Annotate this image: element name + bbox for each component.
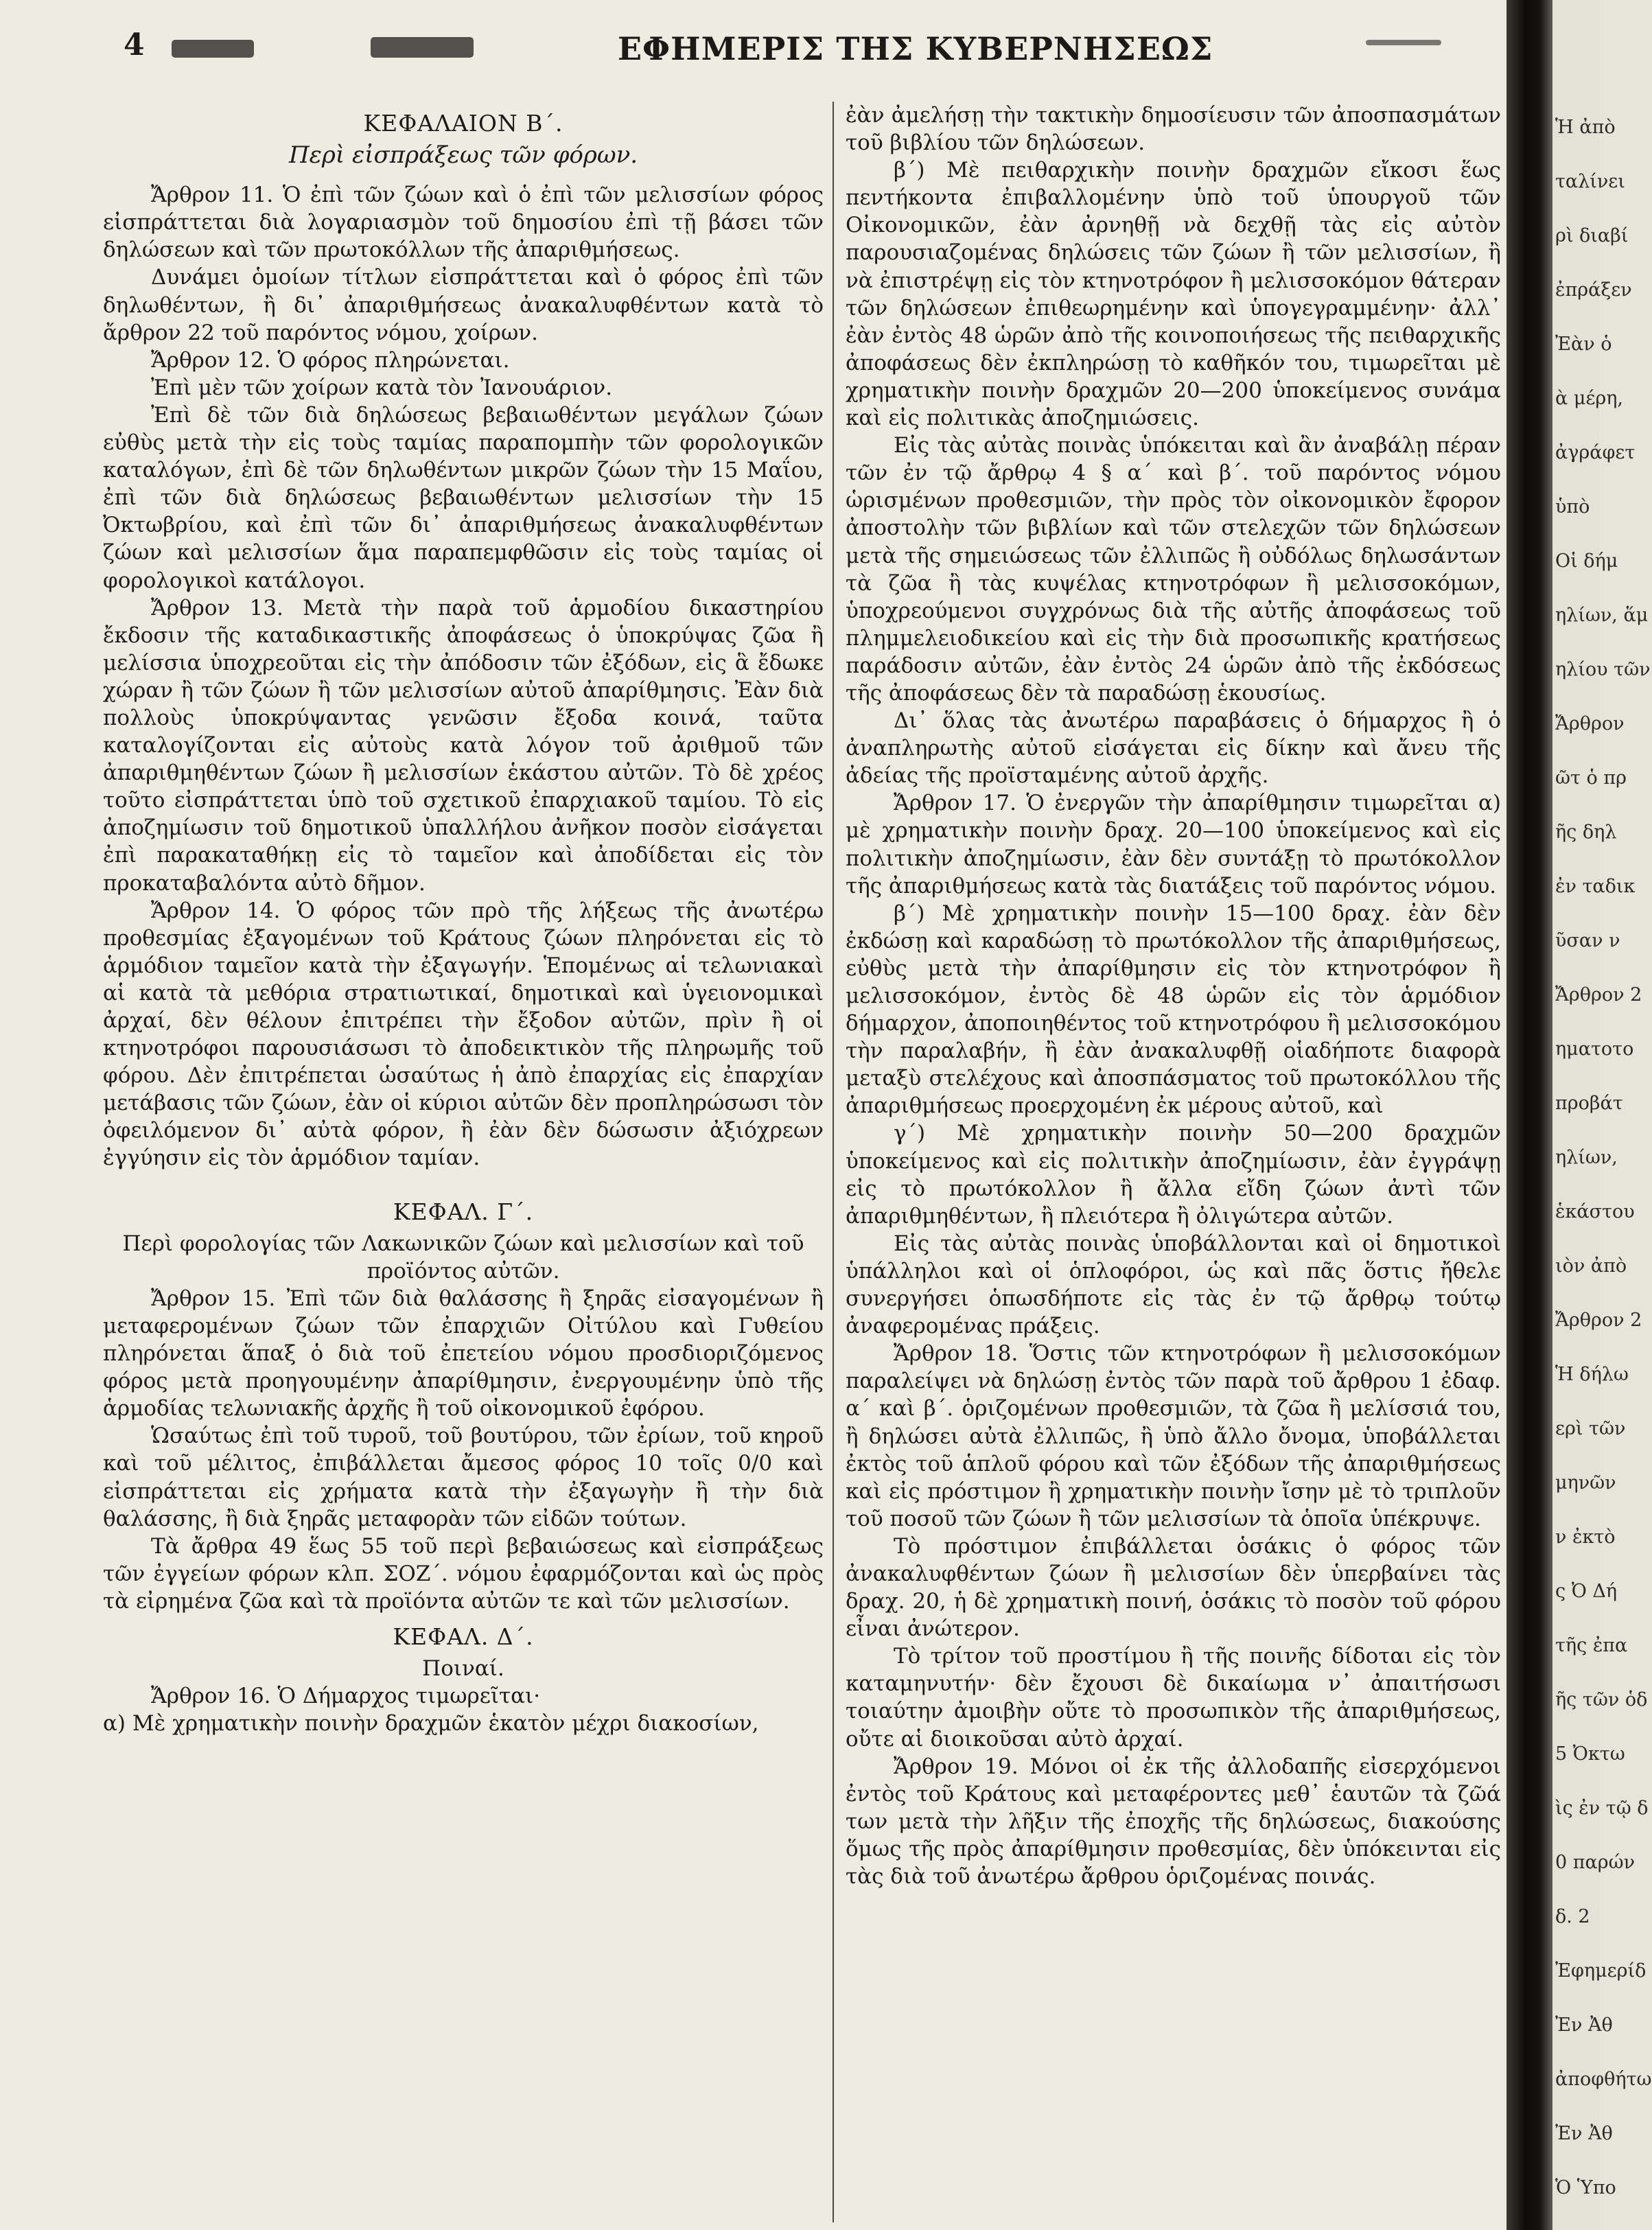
page-header — [103, 21, 1503, 82]
adjacent-page-fragment: ιὸν ἀπὸ — [1555, 1255, 1627, 1277]
page-number: 4 — [124, 27, 145, 62]
article-12-paragraph: Ἐπὶ δὲ τῶν διὰ δηλώσεως βεβαιωθέντων μεγάλων ζώων εὐθὺς μετὰ τὴν εἰς τοὺς ταμίας παραπομπὴν τῶν φορολογικῶν καταλόγων, ἐπὶ δὲ τῶν δηλωθέντων μικρῶν ζώων τὴν 15 Μαΐου, ἐπὶ τῶν διὰ δηλώσεως βεβαιωθέντων μελισσίων τὴν 15 Ὀκτωβρίου, καὶ ἐπὶ τῶν δι᾽ ἀπαριθμήσεως ἀνακαλυφθέντων ζώων καὶ μελισσίων ἅμα παραπεμφθῶσιν εἰς τοὺς ταμίας οἱ φορολογικοὶ κατάλογοι. — [103, 402, 824, 593]
adjacent-page-fragment: ῆς τῶν ὁδ — [1555, 1689, 1648, 1710]
chapter-g-heading: ΚΕΦΑΛ. Γ΄. — [393, 1198, 534, 1225]
adjacent-page-fragment: Ἄρθρον — [1555, 713, 1625, 734]
adjacent-page-fragment: ηλίου τῶν — [1555, 659, 1651, 680]
chapter-d-heading: ΚΕΦΑΛ. Δ΄. — [393, 1623, 534, 1650]
adjacent-page-fragment: ἑκάστου — [1555, 1201, 1635, 1222]
chapter-b-subtitle: Περὶ εἰσπράξεως τῶν φόρων. — [288, 141, 638, 170]
adjacent-page-fragment: Ἄρθρον 2 — [1555, 1310, 1642, 1331]
article-16-paragraph: Ἄρθρον 16. Ὁ Δήμαρχος τιμωρεῖται· — [151, 1684, 541, 1709]
print-smudge — [1366, 40, 1441, 45]
print-smudge — [172, 40, 254, 58]
article-17-item-b: β΄) Μὲ χρηματικὴν ποινὴν 15—100 δραχ. ἐὰν δὲν ἐκδώσῃ καὶ καραδώσῃ τὸ πρωτόκολλον τῆς ἀπαριθμήσεως, εὐθὺς μετὰ τὴν ἀπαρίθμησιν εἰς τὸν κτηνοτρόφον ἢ μελισσοκόμον, ἐντὸς δὲ 48 ὡρῶν εἰς τὸν ἁρμόδιον δήμαρχον, ἀποποιηθέντος τοῦ κτηνοτρόφου ἢ μελισσοκόμου τὴν παραλαβήν, ἢ ἐὰν ἀνακαλυφθῇ οἱαδήποτε διαφορὰ μεταξὺ στελέχους καὶ ἀποσπάσματος τοῦ πρωτοκόλλου τῆς ἀπαριθμήσεως προερχομένη ἐκ μέρους αὐτοῦ, καὶ — [846, 901, 1501, 1119]
adjacent-page-fragment: Ἄρθρον 2 — [1555, 984, 1642, 1006]
article-16-continuation: ἐὰν ἀμελήσῃ τὴν τακτικὴν δημοσίευσιν τῶν ἀποσπασμάτων τοῦ βιβλίου τῶν δηλώσεων. — [846, 103, 1501, 156]
adjacent-page-fragment: ἐν ταδικ — [1555, 876, 1636, 897]
article-16-item-b: β΄) Μὲ πειθαρχικὴν ποινὴν δραχμῶν εἴκοσι ἕως πεντήκοντα ἐπιβαλλομένην ὑπὸ τοῦ ὑπουργοῦ τῶν Οἰκονομικῶν, ἐὰν ἀρνηθῇ νὰ δεχθῇ τὰς εἰς αὐτὸν παρουσιαζομένας δηλώσεις τῶν ζώων ἢ τῶν μελισσίων, ἢ νὰ ἐπιστρέψῃ εἰς τὸν κτηνοτρόφον ἢ μελισσοκόμον θάτεραν τῶν δηλώσεων ἐπιθεωρημένην καὶ ὑπογεγραμμένην· ἀλλ᾽ ἐὰν ἐντὸς 48 ὡρῶν ἀπὸ τῆς κοινοποιήσεως τῆς πειθαρχικῆς ἀποφάσεως δὲν ἐκπληρώσῃ τὸ καθῆκόν του, τιμωρεῖται μὲ χρηματικὴν ποινὴν δραχμῶν 20—200 ὑποκείμενος συνάμα καὶ εἰς πολιτικὰς ἀποζημιώσεις. — [846, 158, 1501, 431]
adjacent-page-fragment: ῶτ ὁ πρ — [1555, 767, 1627, 789]
adjacent-page-fragment: ερὶ τῶν — [1555, 1418, 1626, 1439]
article-11-paragraph: Ἄρθρον 11. Ὁ ἐπὶ τῶν ζώων καὶ ὁ ἐπὶ τῶν μελισσίων φόρος εἰσπράττεται διὰ λογαριασμὸν τοῦ δημοσίου ἐπὶ τῇ βάσει τῶν δηλώσεων καὶ τῶν πρωτοκόλλων τῆς ἀπαριθμήσεως. — [103, 183, 824, 263]
adjacent-page-fragment: δ. 2 — [1555, 1906, 1590, 1927]
article-17-item-g: γ΄) Μὲ χρηματικὴν ποινὴν 50—200 δραχμῶν ὑποκείμενος καὶ εἰς πολιτικὴν ἀποζημίωσιν, ἐὰν ἐγγράψῃ εἰς τὸ πρωτόκολλον ἢ ἄλλα εἴδη ζώων ἀντὶ τῶν ἀπαριθμηθέντων, ἢ πλειότερα ἢ ὀλιγώτερα αὐτῶν. — [846, 1121, 1501, 1229]
adjacent-page-fragment: μηνῶν — [1555, 1472, 1616, 1494]
article-18-paragraph: Ἄρθρον 18. Ὅστις τῶν κτηνοτρόφων ἢ μελισσοκόμων παραλείψει νὰ δηλώσῃ ἐντὸς τῶν παρὰ τοῦ ἄρθρου 1 ἐδαφ. α΄ καὶ β΄. ὁριζομένων προθεσμιῶν, τὰ ζῶα ἢ μελίσσιά του, ἢ δηλώσει αὐτὰ ἐλλιπῶς, ἢ ὑπὸ ἄλλο ὄνομα, ὑποβάλλεται ἐκτὸς τοῦ ἁπλοῦ φόρου καὶ τῶν ἐξόδων τῆς ἀπαριθμήσεως καὶ εἰς πρόστιμον ἢ χρηματικὴν ποινὴν ἴσην μὲ τὸ τριπλοῦν τοῦ ποσοῦ τῶν ζώων ἢ τῶν μελισσίων τὰ ὁποῖα ὑπέκρυψε. — [846, 1341, 1501, 1531]
adjacent-page-fragment: Ὁ Ὑπο — [1555, 2177, 1616, 2198]
article-16-item-a: α) Μὲ χρηματικὴν ποινὴν δραχμῶν ἑκατὸν μέχρι διακοσίων, — [103, 1711, 759, 1737]
adjacent-page-fragment: ηλίων, — [1555, 1147, 1618, 1168]
article-15-paragraph: Ὡσαύτως ἐπὶ τοῦ τυροῦ, τοῦ βουτύρου, τῶν ἐρίων, τοῦ κηροῦ καὶ τοῦ μέλιτος, ἐπιβάλλεται ἄμεσος φόρος 10 τοῖς 0/0 καὶ εἰσπράττεται εἰς χρήματα κατὰ τὴν ἐξαγωγὴν ἢ τὴν διὰ θαλάσσης, ἢ διὰ ξηρᾶς μεταφορὰν τῶν εἰδῶν τούτων. — [103, 1424, 824, 1531]
chapter-g-subtitle: Περὶ φορολογίας τῶν Λακωνικῶν ζώων καὶ μελισσίων καὶ τοῦ προϊόντος αὐτῶν. — [122, 1231, 804, 1284]
article-12-paragraph: Ἄρθρον 12. Ὁ φόρος πληρώνεται. — [151, 347, 510, 373]
article-11-paragraph: Δυνάμει ὁμοίων τίτλων εἰσπράττεται καὶ ὁ φόρος ἐπὶ τῶν δηλωθέντων, ἢ δι᾽ ἀπαριθμήσεως ἀνακαλυφθέντων κατὰ τὸ ἄρθρον 22 τοῦ παρόντος νόμου, χοίρων. — [103, 265, 824, 345]
adjacent-page-fragment: ταλίνει — [1555, 171, 1625, 192]
right-column — [846, 102, 1501, 2222]
article-18-paragraph: Τὸ πρόστιμον ἐπιβάλλεται ὁσάκις ὁ φόρος τῶν ἀνακαλυφθέντων ζώων ἢ μελισσίων δὲν ὑπερβαίνει τὰς δραχ. 20, ἡ δὲ χρηματικὴ ποινή, ὁσάκις τὸ ποσὸν τοῦ φόρου εἶναι ἀνώτερον. — [846, 1533, 1501, 1642]
adjacent-page-fragment: ὰ μέρη, — [1555, 388, 1623, 409]
adjacent-page-fragment: ἀγράφετ — [1555, 442, 1636, 463]
running-title: ΕΦΗΜΕΡΙΣ ΤΗΣ ΚΥΒΕΡΝΗΣΕΩΣ — [618, 30, 1213, 67]
adjacent-page-fragment: ὑπὸ — [1555, 496, 1590, 518]
article-12-paragraph: Ἐπὶ μὲν τῶν χοίρων κατὰ τὸν Ἰανουάριον. — [151, 375, 613, 400]
chapter-d-subtitle: Ποιναί. — [422, 1656, 504, 1682]
article-13-paragraph: Ἄρθρον 13. Μετὰ τὴν παρὰ τοῦ ἁρμοδίου δικαστηρίου ἔκδοσιν τῆς καταδικαστικῆς ἀποφάσεως ὁ ὑποκρύψας ζῶα ἢ μελίσσια ὑποχρεοῦται εἰς τὴν ἀπόδοσιν τῶν ἐξόδων, εἰς ἃ ἔδωκε χώραν ἢ τῶν ζώων ἢ τῶν μελισσίων αὐτοῦ ἀπαρίθμησις. Ἐὰν διὰ πολλοὺς ὑποκρύψαντας γενῶσιν ἔξοδα κοινά, ταῦτα καταλογίζονται εἰς αὐτοὺς κατὰ λόγον τοῦ ἀριθμοῦ τῶν ἀπαριθμηθέντων ζώων ἢ μελισσίων ἑκάστου αὐτῶν. Τὸ δὲ χρέος τοῦτο εἰσπράττεται ὑπὸ τοῦ σχετικοῦ ἐπαρχιακοῦ ταμίου. Τὸ εἰς ἀποζημίωσιν τοῦ δημοτικοῦ ὑπαλλήλου ἀνῆκον ποσὸν εἰσάγεται ἐπὶ παρακαταθήκῃ εἰς τὸ ταμεῖον καὶ ἀποδίδεται εἰς τὸν προκαταβαλόντα αὐτὸ δῆμον. — [103, 595, 824, 896]
print-smudge — [371, 37, 474, 58]
adjacent-page-fragment: ἐπράξεν — [1555, 279, 1632, 301]
adjacent-page-fragment: 0 παρών — [1555, 1852, 1636, 1873]
article-17-paragraph: Ἄρθρον 17. Ὁ ἐνεργῶν τὴν ἀπαρίθμησιν τιμωρεῖται α) μὲ χρηματικὴν ποινὴν δραχ. 20—100 ὑποκείμενος καὶ εἰς πολιτικὴν ἀποζημίωσιν, ἐὰν δὲν συντάξῃ τὸ πρωτόκολλον τῆς ἀπαριθμήσεως κατὰ τὰς διατάξεις τοῦ παρόντος νόμου. — [846, 791, 1501, 898]
adjacent-page-fragment: ηματοτο — [1555, 1038, 1634, 1060]
adjacent-page-fragment: ν ἐκτὸ — [1555, 1526, 1616, 1548]
adjacent-page-fragment: Ἐὰν ὁ — [1555, 334, 1612, 355]
adjacent-page-fragment: προβάτ — [1555, 1093, 1623, 1114]
adjacent-page-fragment: Ἐφημερίδ — [1555, 1960, 1647, 1982]
adjacent-page-fragment: Ἡ ἀπὸ — [1555, 117, 1616, 138]
adjacent-page-fragment: ς Ὀ Δή — [1555, 1581, 1618, 1602]
binding-gutter — [1506, 0, 1555, 2230]
article-16-paragraph: Δι᾽ ὅλας τὰς ἀνωτέρω παραβάσεις ὁ δήμαρχος ἢ ὁ ἀναπληρωτὴς αὐτοῦ εἰσάγεται εἰς δίκην καὶ ἄνευ τῆς ἀδείας τῆς προϊσταμένης αὐτοῦ ἀρχῆς. — [846, 708, 1501, 789]
adjacent-page-fragment: ηλίων, ἅμ — [1555, 605, 1649, 626]
adjacent-page-fragment: ῦσαν ν — [1555, 930, 1620, 951]
adjacent-page-fragment: ρὶ διαβί — [1555, 225, 1629, 246]
adjacent-page-fragment: 5 Ὀκτω — [1555, 1743, 1625, 1765]
adjacent-page-fragment: ὶς ἐν τῷ δ — [1555, 1798, 1649, 1819]
article-17-paragraph: Εἰς τὰς αὐτὰς ποινὰς ὑποβάλλονται καὶ οἱ δημοτικοὶ ὑπάλληλοι καὶ οἱ ὁπλοφόροι, ὡς καὶ πᾶς ὅστις ἤθελε συνεργήσει ὁπωσδήποτε εἰς τὰς ἐν τῷ ἄρθρῳ τούτῳ ἀναφερομένας πράξεις. — [846, 1231, 1501, 1339]
left-column — [103, 102, 824, 2222]
article-14-paragraph: Ἄρθρον 14. Ὁ φόρος τῶν πρὸ τῆς λήξεως τῆς ἀνωτέρω προθεσμίας ἐξαγομένων τοῦ Κράτους ζώων πληρόνεται εἰς τὸ ἁρμόδιον ταμεῖον κατὰ τὴν ἐξαγωγήν. Ἑπομένως αἱ τελωνιακαὶ αἱ κατὰ τὰ μεθόρια στρατιωτικαί, δημοτικαὶ καὶ ὑγειονομικαὶ ἀρχαί, δὲν θέλουν ἐπιτρέπει τὴν ἔξοδον αὐτῶν, πρὶν ἢ οἱ κτηνοτρόφοι παρουσιάσωσι τὸ ἀποδεικτικὸν τῆς πληρωμῆς τοῦ φόρου. Δὲν ἐπιτρέπεται ὡσαύτως ἡ ἀπὸ ἐπαρχίας εἰς ἐπαρχίαν μετάβασις τῶν ζώων, ἐὰν οἱ κύριοι αὐτῶν δὲν προπληρώσωσι τὸν ὀφειλόμενον δι᾽ αὐτὰ φόρον, ἢ ἐὰν δὲν δώσωσιν ἀξιόχρεων ἐγγύησιν εἰς τὸν ἁρμόδιον ταμίαν. — [103, 898, 824, 1171]
article-15-paragraph: Ἄρθρον 15. Ἐπὶ τῶν διὰ θαλάσσης ἢ ξηρᾶς εἰσαγομένων ἢ μεταφερομένων ζώων τῶν ἐπαρχιῶν Οἰτύλου καὶ Γυθείου πληρόνεται ἅπαξ ὁ διὰ τοῦ ἐπετείου νόμου προσδιοριζόμενος φόρος μετὰ προηγουμένην ἀπαρίθμησιν, ἐνεργουμένην ὑπὸ τῆς ἁρμοδίας τελωνιακῆς ἀρχῆς ἢ τοῦ οἰκονομικοῦ ἐφόρου. — [103, 1286, 824, 1421]
adjacent-page-edge — [1552, 0, 1652, 2230]
adjacent-page-fragment: τῆς ἐπα — [1555, 1635, 1628, 1656]
adjacent-page-fragment: Ἐν Ἀθ — [1555, 2123, 1613, 2144]
adjacent-page-fragment: Ἐν Ἀθ — [1555, 2014, 1613, 2036]
adjacent-page-fragment: ῆς δηλ — [1555, 822, 1617, 843]
column-rule — [833, 102, 834, 2222]
chapter-b-heading: ΚΕΦΑΛΑΙΟΝ Β΄. — [363, 110, 563, 137]
article-19-paragraph: Ἄρθρον 19. Μόνοι οἱ ἐκ τῆς ἀλλοδαπῆς εἰσερχόμενοι ἐντὸς τοῦ Κράτους καὶ μεταφέροντες μεθ᾽ ἑαυτῶν τὰ ζῶά των μετὰ τὴν λῆξιν τῆς ἐποχῆς τῆς δηλώσεως, διακούσης ὅμως τῆς πρὸς ἀπαρίθμησιν προθεσμίας, δὲν ὑπόκεινται εἰς τὰς διὰ τοῦ ἀνωτέρω ἄρθρου ὁριζομένας ποινάς. — [846, 1754, 1501, 1889]
article-18-paragraph: Τὸ τρίτον τοῦ προστίμου ἢ τῆς ποινῆς δίδοται εἰς τὸν καταμηνυτήν· δὲν ἔχουσι δὲ δικαίωμα ν᾽ ἀπαιτήσωσι τοιαύτην ἀμοιβὴν οὔτε τὸ προσωπικὸν τῆς ἀπαριθμήσεως, οὔτε αἱ διοικοῦσαι αὐτὸ ἀρχαί. — [846, 1644, 1501, 1752]
adjacent-page-fragment: Οἱ δήμ — [1555, 550, 1618, 572]
adjacent-page-fragment: ἀποφθήτω — [1555, 2069, 1652, 2090]
article-16-paragraph: Εἰς τὰς αὐτὰς ποινὰς ὑπόκειται καὶ ἂν ἀναβάλῃ πέραν τῶν ἐν τῷ ἄρθρῳ 4 § α΄ καὶ β΄. τοῦ παρόντος νόμου ὡρισμένων προθεσμιῶν, τὴν πρὸς τὸν οἰκονομικὸν ἔφορον ἀποστολὴν τῶν βιβλίων καὶ τῶν στελεχῶν τῶν δηλώσεων μετὰ τῆς σημειώσεως τῶν ἐλλιπῶς ἢ οὐδόλως δηλωσάντων τὰ ζῶα ἢ τὰς κυψέλας κτηνοτρόφων ἢ μελισσοκόμων, ὑποχρεούμενοι συγχρόνως διὰ τῆς αὐτῆς ἀποφάσεως τοῦ πλημμελειοδικείου καὶ εἰς τὴν διὰ προσωπικῆς κρατήσεως παράδοσιν αὐτῶν, ἐὰν ἐντὸς 24 ὡρῶν ἀπὸ τῆς ἐκδόσεως τῆς ἀποφάσεως δὲν τὰ παραδώσῃ ἑκουσίως. — [846, 433, 1501, 706]
adjacent-page-fragment: Ἡ δήλω — [1555, 1364, 1629, 1385]
article-15-paragraph: Τὰ ἄρθρα 49 ἕως 55 τοῦ περὶ βεβαιώσεως καὶ εἰσπράξεως τῶν ἐγγείων φόρων κλπ. ΣΟΖ΄. νόμου ἐφαρμόζονται καὶ ὡς πρὸς τὰ εἰρημένα ζῶα καὶ τὰ προϊόντα αὐτῶν τε καὶ τῶν μελισσίων. — [103, 1533, 824, 1614]
